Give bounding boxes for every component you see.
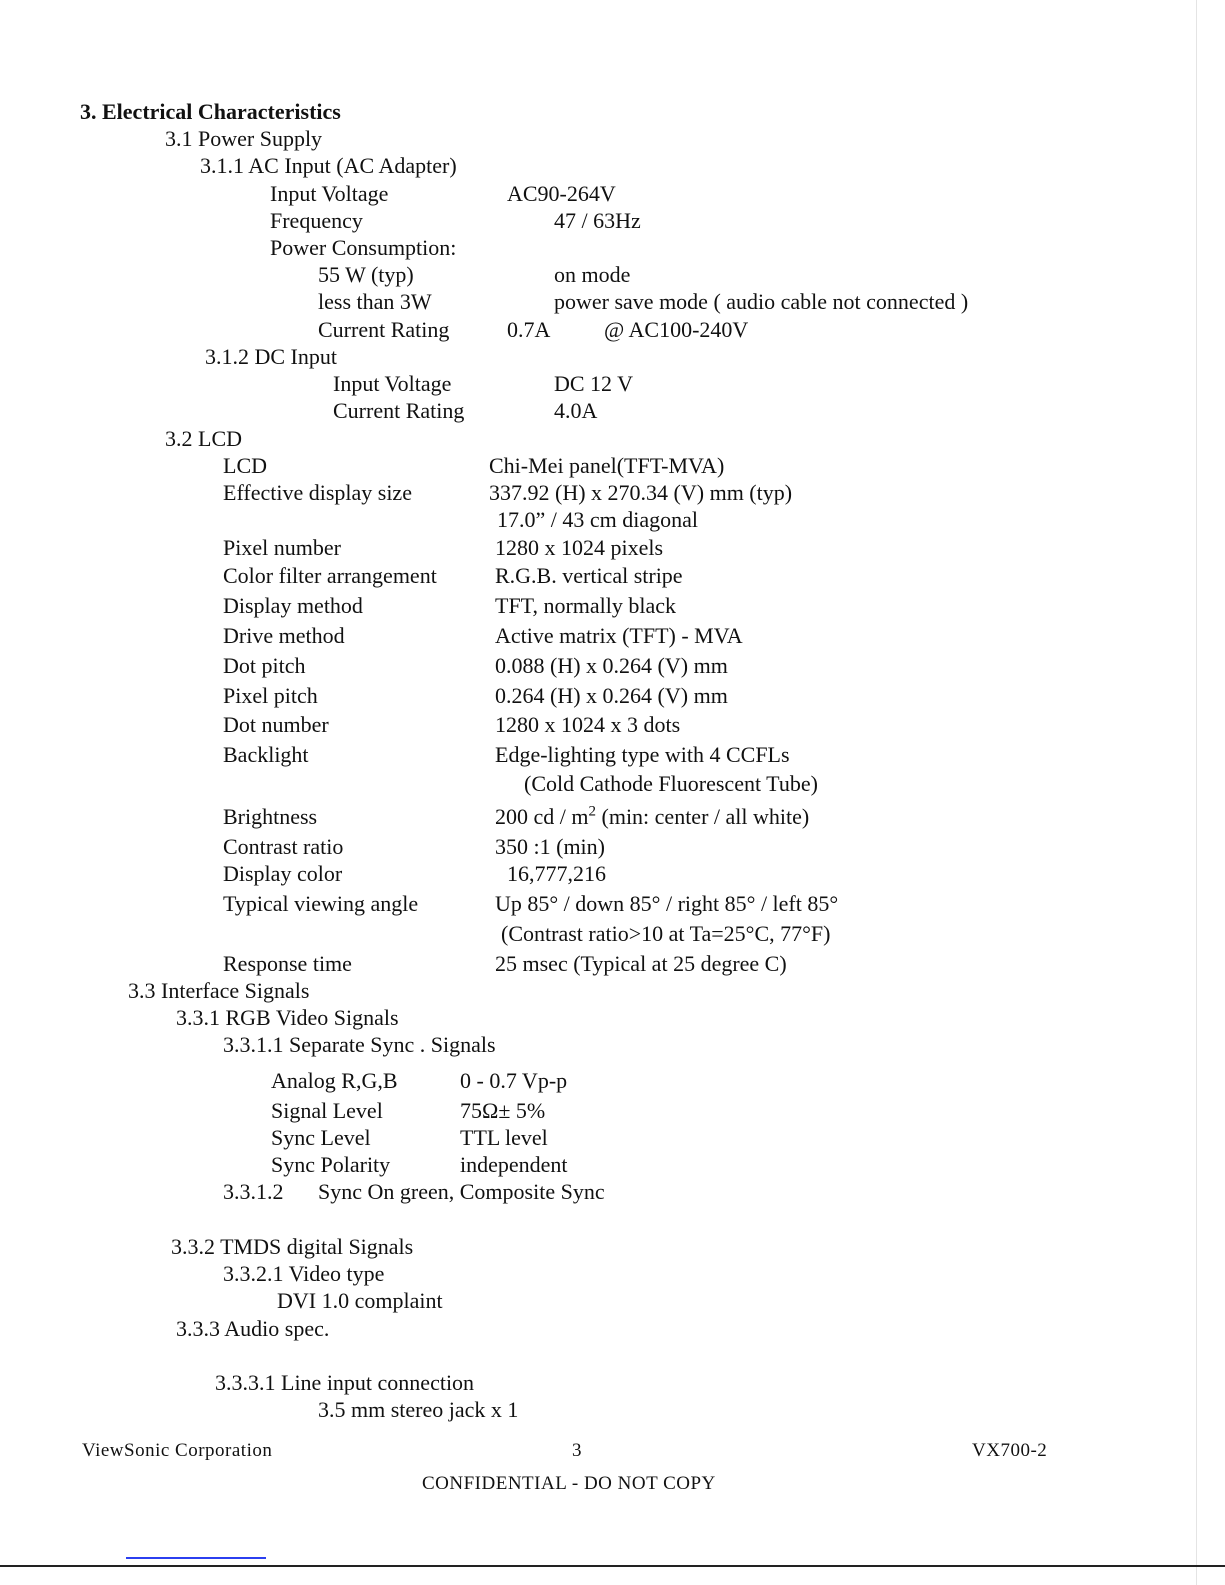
dc-current-label: Current Rating <box>333 398 465 423</box>
video-type-title: 3.3.2.1 Video type <box>223 1261 385 1286</box>
sync-on-green-text: Sync On green, Composite Sync <box>318 1179 605 1204</box>
ac-current-condition: @ AC100-240V <box>604 317 749 342</box>
sync-level-label: Sync Level <box>271 1125 371 1150</box>
dc-current-value: 4.0A <box>554 398 598 423</box>
stereo-jack-spec: 3.5 mm stereo jack x 1 <box>318 1397 519 1422</box>
footer-confidential: CONFIDENTIAL - DO NOT COPY <box>422 1473 716 1494</box>
ac-current-label: Current Rating <box>318 317 450 342</box>
dc-input-title: 3.1.2 DC Input <box>205 344 337 369</box>
color-filter-label: Color filter arrangement <box>223 563 437 588</box>
ac-input-voltage-label: Input Voltage <box>270 181 389 206</box>
footer-model: VX700-2 <box>972 1440 1048 1461</box>
pixel-pitch-label: Pixel pitch <box>223 683 318 708</box>
lcd-value: Chi-Mei panel(TFT-MVA) <box>489 453 725 478</box>
dvi-compliance: DVI 1.0 complaint <box>277 1288 443 1313</box>
footer-page-number: 3 <box>572 1440 582 1461</box>
ac-input-voltage-value: AC90-264V <box>507 181 616 206</box>
dot-pitch-label: Dot pitch <box>223 653 306 678</box>
backlight-label: Backlight <box>223 742 309 767</box>
backlight-value: Edge-lighting type with 4 CCFLs <box>495 742 790 767</box>
power-save-value: power save mode ( audio cable not connected ) <box>554 289 969 314</box>
display-method-label: Display method <box>223 593 363 618</box>
analog-rgb-value: 0 - 0.7 Vp-p <box>460 1068 568 1093</box>
analog-rgb-label: Analog R,G,B <box>271 1068 398 1093</box>
brightness-label: Brightness <box>223 804 318 829</box>
display-size-label: Effective display size <box>223 480 412 505</box>
footer-company: ViewSonic Corporation <box>82 1440 273 1461</box>
color-filter-value: R.G.B. vertical stripe <box>495 563 683 588</box>
accent-line <box>126 1557 266 1559</box>
drive-method-label: Drive method <box>223 623 345 648</box>
pixel-number-label: Pixel number <box>223 535 341 560</box>
rgb-signals-title: 3.3.1 RGB Video Signals <box>176 1005 399 1030</box>
brightness-unit-exponent: 2 <box>588 803 596 820</box>
typical-power-value: on mode <box>554 262 631 287</box>
ac-input-title: 3.1.1 AC Input (AC Adapter) <box>200 153 457 178</box>
scan-edge-line <box>1196 0 1197 1585</box>
lcd-label: LCD <box>223 453 267 478</box>
response-time-value: 25 msec (Typical at 25 degree C) <box>495 951 787 976</box>
sync-polarity-label: Sync Polarity <box>271 1152 391 1177</box>
display-color-value: 16,777,216 <box>507 861 606 886</box>
contrast-ratio-label: Contrast ratio <box>223 834 344 859</box>
signal-level-label: Signal Level <box>271 1098 383 1123</box>
sync-on-green-number: 3.3.1.2 <box>223 1179 284 1204</box>
tmds-title: 3.3.2 TMDS digital Signals <box>171 1234 414 1259</box>
dot-pitch-value: 0.088 (H) x 0.264 (V) mm <box>495 653 728 678</box>
ac-current-value: 0.7A <box>507 317 551 342</box>
pixel-pitch-value: 0.264 (H) x 0.264 (V) mm <box>495 683 728 708</box>
signal-level-value: 75Ω± 5% <box>460 1098 546 1123</box>
frequency-value: 47 / 63Hz <box>554 208 641 233</box>
power-consumption-label: Power Consumption: <box>270 235 457 260</box>
lcd-title: 3.2 LCD <box>165 426 242 451</box>
sync-polarity-value: independent <box>460 1152 568 1177</box>
display-method-value: TFT, normally black <box>495 593 677 618</box>
line-input-title: 3.3.3.1 Line input connection <box>215 1370 475 1395</box>
brightness-condition: (min: center / all white) <box>596 804 810 829</box>
power-save-label: less than 3W <box>318 289 432 314</box>
contrast-ratio-value: 350 :1 (min) <box>495 834 605 859</box>
brightness-value <box>495 804 809 830</box>
dc-input-voltage-value: DC 12 V <box>554 371 634 396</box>
audio-spec-title: 3.3.3 Audio spec. <box>176 1316 330 1341</box>
viewing-angle-value: Up 85° / down 85° / right 85° / left 85° <box>495 891 839 916</box>
viewing-angle-label: Typical viewing angle <box>223 891 419 916</box>
display-size-diagonal: 17.0” / 43 cm diagonal <box>497 507 699 532</box>
viewing-angle-condition: (Contrast ratio>10 at Ta=25°C, 77°F) <box>501 921 831 946</box>
frequency-label: Frequency <box>270 208 363 233</box>
drive-method-value: Active matrix (TFT) - MVA <box>495 623 743 648</box>
dot-number-value: 1280 x 1024 x 3 dots <box>495 712 681 737</box>
brightness-unit: 200 cd / m <box>495 804 589 829</box>
separate-sync-title: 3.3.1.1 Separate Sync . Signals <box>223 1032 496 1057</box>
typical-power-label: 55 W (typ) <box>318 262 414 287</box>
bottom-rule <box>0 1565 1225 1567</box>
pixel-number-value: 1280 x 1024 pixels <box>495 535 664 560</box>
display-color-label: Display color <box>223 861 343 886</box>
display-size-value: 337.92 (H) x 270.34 (V) mm (typ) <box>489 480 793 505</box>
dot-number-label: Dot number <box>223 712 329 737</box>
power-supply-title: 3.1 Power Supply <box>165 126 323 151</box>
backlight-detail: (Cold Cathode Fluorescent Tube) <box>524 771 818 796</box>
dc-input-voltage-label: Input Voltage <box>333 371 452 396</box>
section-heading: 3. Electrical Characteristics <box>80 99 341 124</box>
sync-level-value: TTL level <box>460 1125 548 1150</box>
response-time-label: Response time <box>223 951 352 976</box>
interface-signals-title: 3.3 Interface Signals <box>128 978 310 1003</box>
